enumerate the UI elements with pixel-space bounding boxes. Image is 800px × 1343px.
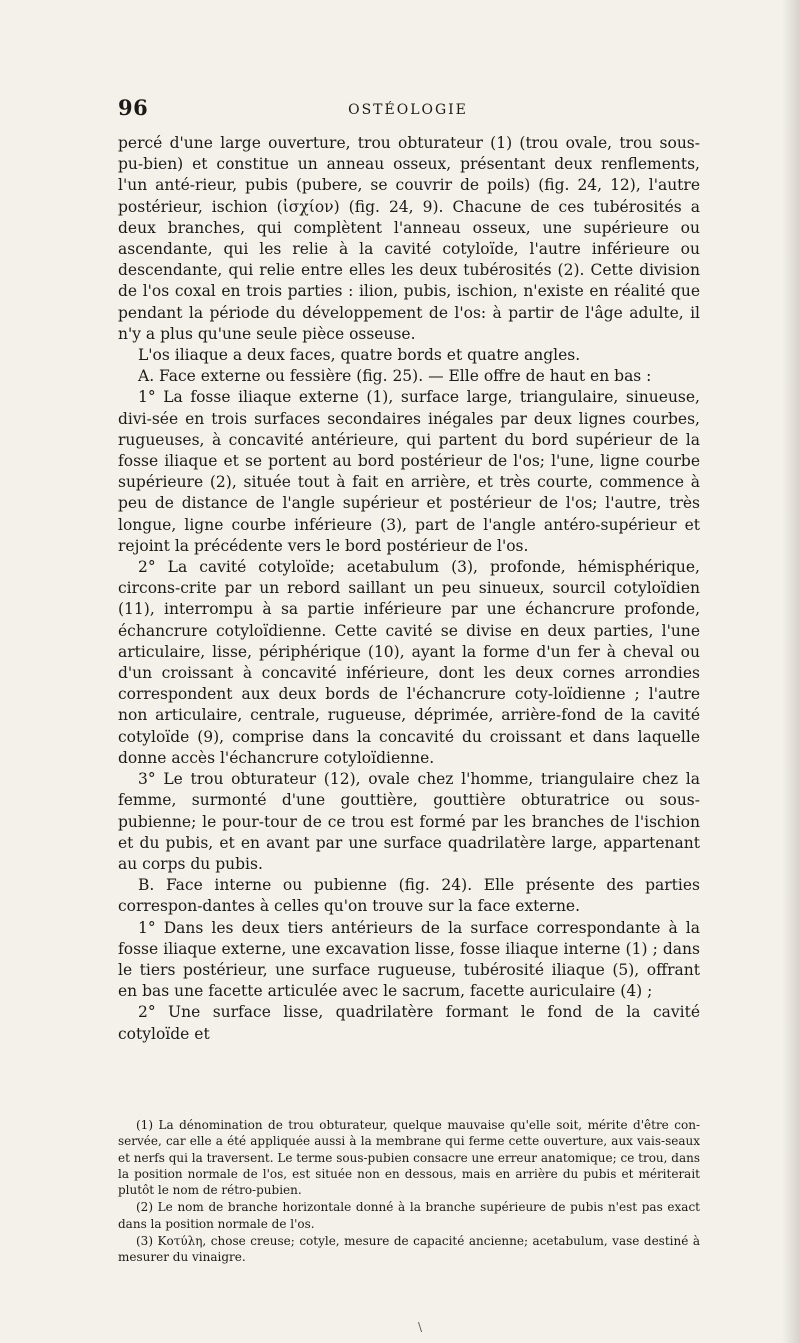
paragraph: 3° Le trou obturateur (12), ovale chez l'homme, triangulaire chez la femme, surmonté d'une gouttière, gouttière obturatrice ou sous-pubienne; le pour-tour de ce trou est formé par les branches de l'ischion et du pubis, et en avant par une surface quadrilatère large, appartenant au corps du pubis. [118,770,700,873]
scan-shadow [782,0,800,1343]
paragraph: A. Face externe ou fessière (fig. 25). — Elle offre de haut en bas : [138,367,652,386]
footnote: (1) La dénomination de trou obturateur, quelque mauvaise qu'elle soit, mérite d'être con-servée, car elle a été appliquée aussi à la membrane qui ferme cette ouverture, aux vais-seaux et nerfs qui la traversent. Le terme sous-pubien consacre une erreur anatomique; ce trou, dans la position normale de l'os, est située non en dessous, mais en arrière du pubis et mériterait plutôt le nom de rétro-pubien. [118,1118,700,1198]
paragraph: 2° Une surface lisse, quadrilatère formant le fond de la cavité cotyloïde et [118,1003,700,1043]
page-header [118,95,698,125]
paragraph: 1° Dans les deux tiers antérieurs de la surface correspondante à la fosse iliaque externe, une excavation lisse, fosse iliaque interne (1) ; dans le tiers postérieur, une surface rugueuse, tubérosité iliaque (5), offrant en bas une facette articulée avec le sacrum, facette auriculaire (4) ; [118,918,700,1001]
paragraph: 2° La cavité cotyloïde; acetabulum (3), profonde, hémisphérique, circons-crite par un rebord saillant un peu sinueux, sourcil cotyloïdien (11), interrompu à sa partie inférieure par une échancrure profonde, échancrure cotyloïdienne. Cette cavité se divise en deux parties, l'une articulaire, lisse, périphérique (10), ayant la forme d'un fer à cheval ou d'un croissant à concavité inférieure, dont les deux cornes arrondies correspondent aux deux bords de l'échancrure coty-loïdienne ; l'autre non articulaire, centrale, rugueuse, déprimée, arrière-fond de la cavité cotyloïde (9), comprise dans la concavité du croissant et dans laquelle donne accès l'échancrure cotyloïdienne. [118,558,700,767]
paragraph: L'os iliaque a deux faces, quatre bords et quatre angles. [138,346,581,365]
paragraph: percé d'une large ouverture, trou obturateur (1) (trou ovale, trou sous-pu-bien) et constitue un anneau osseux, présentant deux renflements, l'un anté-rieur, pubis (pubere, se couvrir de poils) (fig. 24, 12), l'autre postérieur, ischion (ἰσχίον) (fig. 24, 9). Chacune de ces tubérosités a deux branches, qui complètent l'anneau osseux, une supérieure ou ascendante, qui les relie à la cavité cotyloïde, l'autre inférieure ou descendante, qui relie entre elles les deux tubérosités (2). Cette division de l'os coxal en trois parties : ilion, pubis, ischion, n'existe en réalité que pendant la période du développement de l'os: à partir de l'âge adulte, il n'y a plus qu'une seule pièce osseuse. [118,134,700,343]
main-text [118,133,700,1045]
paragraph: B. Face interne ou pubienne (fig. 24). Elle présente des parties correspon-dantes à celles qu'on trouve sur la face externe. [118,876,700,916]
stray-mark: \ [418,1320,423,1334]
footnote: (3) Κοτύλη, chose creuse; cotyle, mesure de capacité ancienne; acetabulum, vase destiné à mesurer du vinaigre. [118,1234,700,1265]
footnotes [118,1117,700,1267]
footnote: (2) Le nom de branche horizontale donné à la branche supérieure de pubis n'est pas exact dans la position normale de l'os. [118,1200,700,1231]
paragraph: 1° La fosse iliaque externe (1), surface large, triangulaire, sinueuse, divi-sée en trois surfaces secondaires inégales par deux lignes courbes, rugueuses, à concavité antérieure, qui partent du bord supérieur de la fosse iliaque et se portent au bord postérieur de l'os; l'une, ligne courbe supérieure (2), située tout à fait en arrière, et très courte, commence à peu de distance de l'angle supérieur et postérieur de l'os; l'autre, très longue, ligne courbe inférieure (3), part de l'angle antéro-supérieur et rejoint la précédente vers le bord postérieur de l'os. [118,388,700,555]
page-number: 96 [118,95,149,120]
running-title: OSTÉOLOGIE [348,102,468,118]
